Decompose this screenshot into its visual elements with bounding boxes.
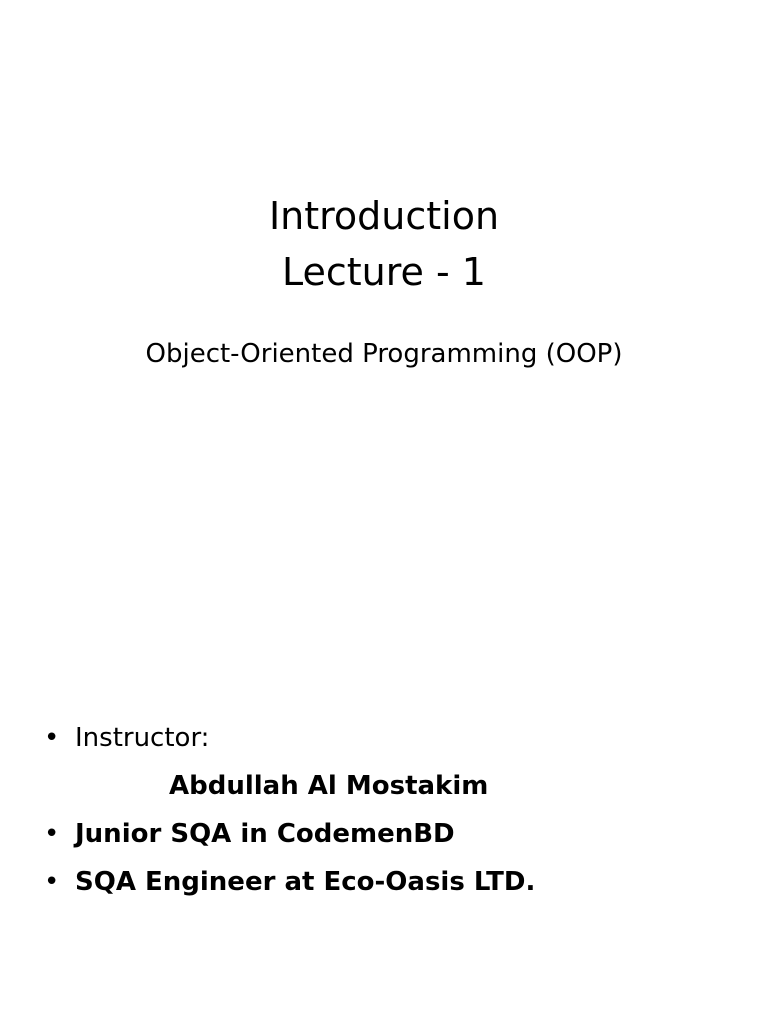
bullet-text: Instructor: [75, 723, 210, 753]
bullet-icon: • [44, 867, 60, 897]
list-item-role-1 [44, 810, 744, 858]
slide-subtitle: Object-Oriented Programming (OOP) [145, 339, 623, 369]
bullet-text: Junior SQA in CodemenBD [75, 819, 455, 849]
list-item-role-2 [44, 858, 744, 906]
list-item-instructor [44, 714, 744, 762]
title-line-lecture: Lecture - 1 [282, 250, 486, 294]
bullet-list [44, 714, 744, 906]
slide-title [0, 188, 768, 300]
bullet-icon: • [44, 723, 60, 753]
instructor-name: Abdullah Al Mostakim [169, 771, 489, 801]
bullet-text: SQA Engineer at Eco-Oasis LTD. [75, 867, 536, 897]
bullet-icon: • [44, 819, 60, 849]
title-line-introduction: Introduction [268, 194, 500, 238]
